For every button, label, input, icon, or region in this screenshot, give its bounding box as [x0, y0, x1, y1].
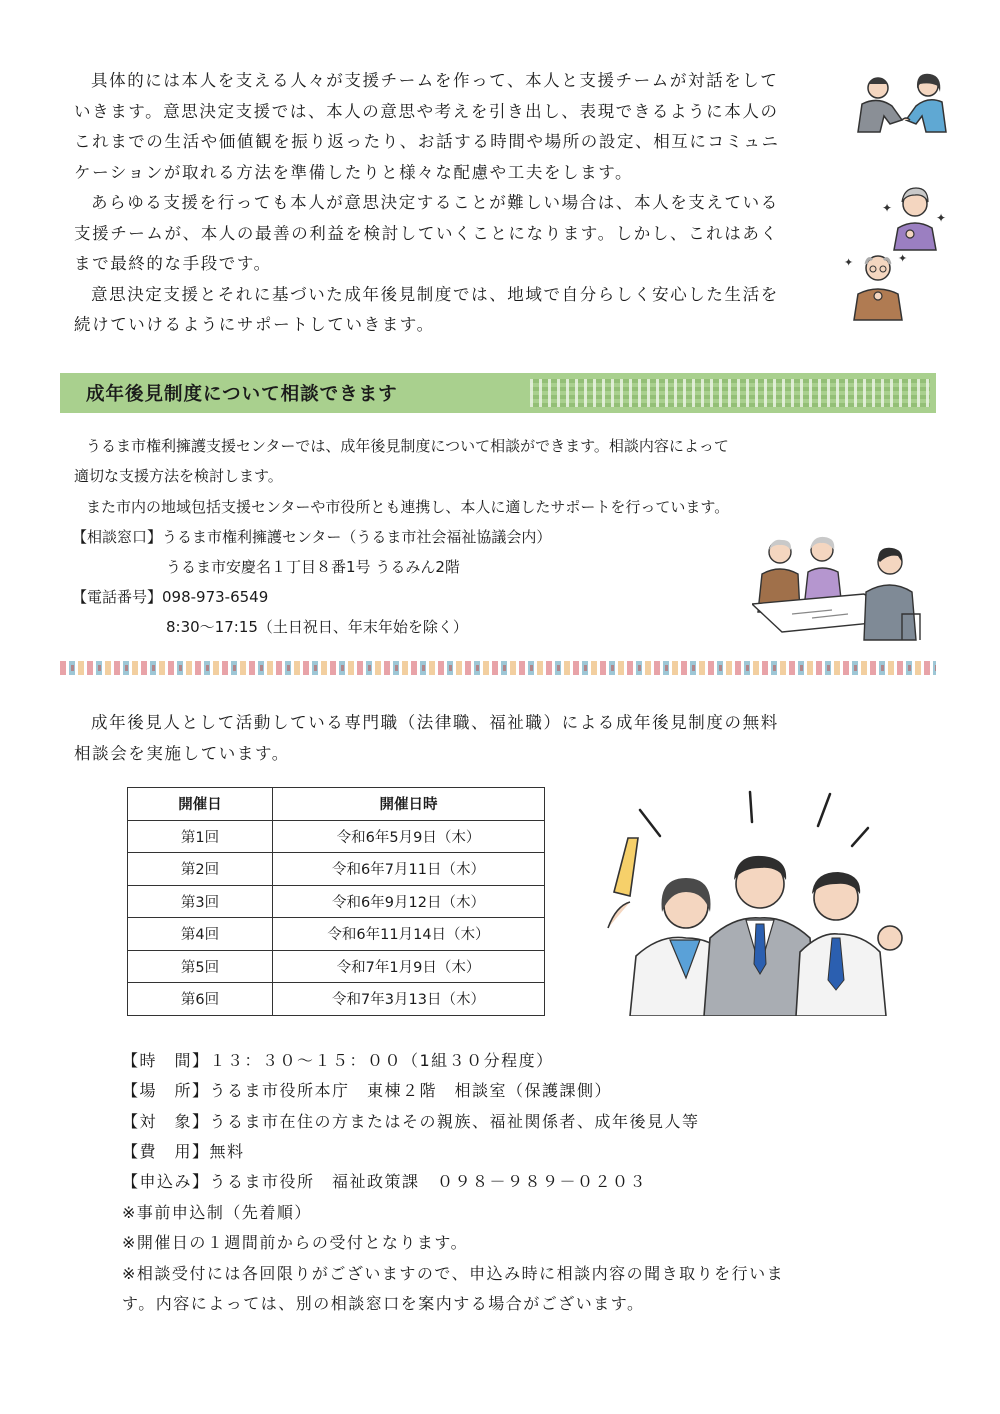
place-info: 【場 所】うるま市役所本庁 東棟２階 相談室（保護課側） — [122, 1081, 613, 1100]
consult-paragraph — [74, 708, 874, 769]
section-line: 適切な支援方法を検討します。 — [74, 467, 283, 485]
table-header-row — [128, 788, 545, 821]
svg-text:✦: ✦ — [936, 211, 947, 225]
consult-window-line: 【相談窓口】うるま市権利擁護センター（うるま市社会福祉協議会内） — [72, 528, 552, 546]
intro-line: 具体的には本人を支える人々が支援チームを作って、本人と支援チームが対話をして — [91, 71, 779, 90]
note-line: ※開催日の１週間前からの受付となります。 — [122, 1233, 469, 1252]
address-line: うるま市安慶名１丁目８番1号 うるみん2階 — [166, 558, 460, 576]
intro-line: あらゆる支援を行っても本人が意思決定することが難しい場合は、本人を支えている — [91, 193, 779, 212]
schedule-table — [127, 787, 545, 1016]
note-line: ※相談受付には各回限りがございますので、申込み時に相談内容の聞き取りを行いま — [122, 1264, 785, 1283]
note-line: す。内容によっては、別の相談窓口を案内する場合がございます。 — [122, 1294, 645, 1313]
session-number: 第3回 — [128, 885, 273, 918]
note-line: ※事前申込制（先着順） — [122, 1203, 312, 1222]
decorative-divider — [60, 661, 936, 675]
session-number: 第5回 — [128, 950, 273, 983]
elderly-woman-illustration — [880, 182, 950, 252]
session-date: 令和6年9月12日（木） — [273, 885, 545, 918]
professionals-team-illustration — [600, 788, 920, 1016]
section-line: うるま市権利擁護支援センターでは、成年後見制度について相談ができます。相談内容によって — [86, 437, 729, 455]
intro-line: いきます。意思決定支援では、本人の意思や考えを引き出し、表現できるように本人の — [74, 101, 779, 121]
table-row — [128, 885, 545, 918]
session-number: 第6回 — [128, 983, 273, 1016]
session-date: 令和7年1月9日（木） — [273, 950, 545, 983]
intro-line: 意思決定支援とそれに基づいた成年後見制度では、地域で自分らしく安心した生活を — [91, 284, 779, 304]
intro-line: まで最終的な手段です。 — [74, 254, 272, 273]
table-row — [128, 853, 545, 886]
table-row — [128, 918, 545, 951]
elderly-man-illustration — [842, 246, 914, 322]
consult-line: 成年後見人として活動している専門職（法律職、福祉職）による成年後見制度の無料 — [91, 713, 779, 732]
svg-text:✦: ✦ — [882, 201, 893, 215]
session-number: 第1回 — [128, 820, 273, 853]
svg-text:✦: ✦ — [898, 252, 908, 265]
section-line: また市内の地域包括支援センターや市役所とも連携し、本人に適したサポートを行っています。 — [86, 498, 730, 516]
table-row — [128, 820, 545, 853]
session-date: 令和6年7月11日（木） — [273, 853, 545, 886]
intro-paragraph — [74, 66, 834, 341]
target-info: 【対 象】うるま市在住の方またはその親族、福祉関係者、成年後見人等 — [122, 1112, 700, 1131]
handshake-illustration — [850, 70, 955, 138]
session-number: 第2回 — [128, 853, 273, 886]
time-info: 【時 間】１３：３０～１５：００（1組３０分程度） — [122, 1051, 554, 1070]
table-row — [128, 950, 545, 983]
section-title: 成年後見制度について相談できます — [86, 384, 398, 405]
application-info: 【申込み】うるま市役所 福祉政策課 ０９８－９８９－０２０３ — [122, 1172, 648, 1191]
intro-line: 支援チームが、本人の最善の利益を検討していくことになります。しかし、これはあく — [74, 223, 779, 243]
session-date: 令和6年11月14日（木） — [273, 918, 545, 951]
header-datetime: 開催日時 — [273, 788, 545, 821]
svg-text:✦: ✦ — [844, 256, 854, 269]
session-date: 令和6年5月9日（木） — [273, 820, 545, 853]
consult-line: 相談会を実施しています。 — [74, 743, 290, 763]
intro-line: 続けていけるようにサポートしていきます。 — [74, 315, 435, 334]
intro-line: これまでの生活や価値観を振り返ったり、お話する時間や場所の設定、相互にコミュニ — [74, 132, 780, 151]
phone-line: 【電話番号】098-973-6549 — [72, 588, 269, 606]
fee-info: 【費 用】無料 — [122, 1142, 245, 1161]
intro-line: ケーションが取れる方法を準備したりと様々な配慮や工夫をします。 — [74, 162, 634, 182]
session-number: 第4回 — [128, 918, 273, 951]
table-row — [128, 983, 545, 1016]
consultation-meeting-illustration — [752, 532, 922, 644]
session-date: 令和7年3月13日（木） — [273, 983, 545, 1016]
header-date: 開催日 — [128, 788, 273, 821]
hours-line: 8:30～17:15（土日祝日、年末年始を除く） — [166, 618, 468, 636]
banner-pattern — [530, 379, 930, 407]
section-banner — [60, 373, 936, 413]
